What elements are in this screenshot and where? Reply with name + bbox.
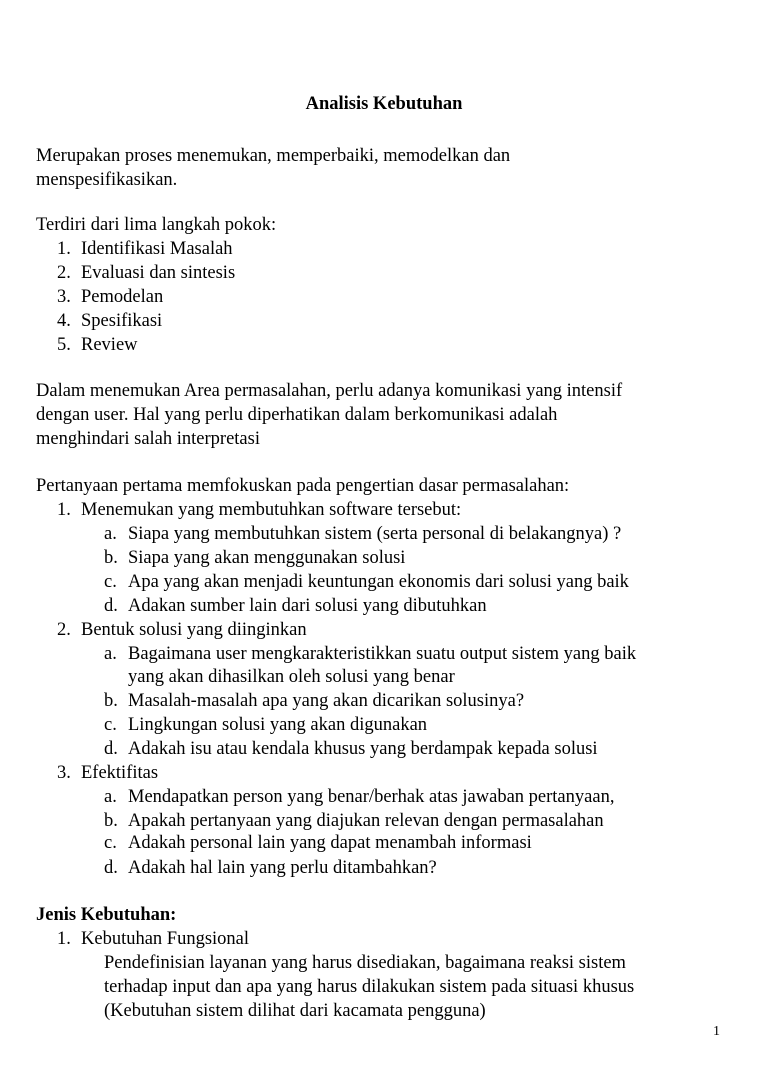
sub-item-letter: c. [104,715,117,735]
question-number: 2. [57,620,71,640]
sub-item [104,642,636,666]
sub-item-text: Adakah personal lain yang dapat menambah informasi [128,833,532,853]
step-text: Identifikasi Masalah [81,239,233,259]
sub-item [104,546,405,570]
sub-item [104,689,524,713]
sub-item [104,713,427,737]
sub-item-letter: a. [104,524,117,544]
step-number: 4. [57,311,71,331]
sub-item-text: Adakah hal lain yang perlu ditambahkan? [128,858,437,878]
need-item [57,927,249,951]
step-item [57,285,163,309]
sub-item-letter: d. [104,739,118,759]
step-item [57,237,233,261]
step-item [57,309,162,333]
sub-item-letter: d. [104,596,118,616]
sub-item [104,856,437,880]
need-description-line: (Kebutuhan sistem dilihat dari kacamata pengguna) [104,1001,486,1021]
communication-line: menghindari salah interpretasi [36,429,260,449]
intro-line: Merupakan proses menemukan, memperbaiki, memodelkan dan [36,146,511,166]
sub-item-text: Masalah-masalah apa yang akan dicarikan solusinya? [128,691,525,711]
step-item [57,261,235,285]
sub-item [104,594,487,618]
sub-item-text: Apa yang akan menjadi keuntungan ekonomis dari solusi yang baik [128,572,629,592]
need-text: Kebutuhan Fungsional [81,929,250,949]
question-item [57,498,461,522]
sub-item [104,522,621,546]
question-number: 3. [57,763,71,783]
steps-intro: Terdiri dari lima langkah pokok: [36,215,277,235]
sub-item-text: Siapa yang akan menggunakan solusi [128,548,406,568]
sub-item-letter: a. [104,644,117,664]
page-number: 1 [713,1024,720,1039]
sub-item-letter: c. [104,572,117,592]
sub-item-letter: b. [104,811,118,831]
section-heading: Jenis Kebutuhan: [36,905,177,925]
sub-item-letter: d. [104,858,118,878]
question-text: Menemukan yang membutuhkan software tersebut: [81,500,462,520]
sub-item-continuation: yang akan dihasilkan oleh solusi yang benar [128,667,455,687]
need-description-line: terhadap input dan apa yang harus dilakukan sistem pada situasi khusus [104,977,635,997]
sub-item-letter: c. [104,833,117,853]
sub-item-letter: b. [104,691,118,711]
intro-line: menspesifikasikan. [36,170,178,190]
question-item [57,761,158,785]
sub-item-text: Lingkungan solusi yang akan digunakan [128,715,428,735]
sub-item [104,737,598,761]
sub-item [104,785,614,809]
step-text: Spesifikasi [81,311,163,331]
sub-item-letter: a. [104,787,117,807]
sub-item [104,809,604,833]
sub-item [104,831,532,855]
sub-item-text: Mendapatkan person yang benar/berhak atas jawaban pertanyaan, [128,787,615,807]
question-item [57,618,307,642]
step-item [57,333,138,357]
step-text: Evaluasi dan sintesis [81,263,236,283]
sub-item [104,570,629,594]
sub-item-text: Apakah pertanyaan yang diajukan relevan dengan permasalahan [128,811,604,831]
page-title: Analisis Kebutuhan [305,94,463,114]
step-number: 5. [57,335,71,355]
questions-intro: Pertanyaan pertama memfokuskan pada pengertian dasar permasalahan: [36,476,570,496]
question-text: Efektifitas [81,763,159,783]
step-number: 1. [57,239,71,259]
need-description-line: Pendefinisian layanan yang harus disediakan, bagaimana reaksi sistem [104,953,626,973]
question-text: Bentuk solusi yang diinginkan [81,620,307,640]
sub-item-text: Adakah isu atau kendala khusus yang berdampak kepada solusi [128,739,598,759]
communication-line: Dalam menemukan Area permasalahan, perlu adanya komunikasi yang intensif [36,381,623,401]
step-text: Review [81,335,138,355]
communication-line: dengan user. Hal yang perlu diperhatikan dalam berkomunikasi adalah [36,405,558,425]
need-number: 1. [57,929,71,949]
step-text: Pemodelan [81,287,164,307]
sub-item-letter: b. [104,548,118,568]
question-number: 1. [57,500,71,520]
sub-item-text: Adakan sumber lain dari solusi yang dibutuhkan [128,596,487,616]
step-number: 3. [57,287,71,307]
sub-item-text: Siapa yang membutuhkan sistem (serta personal di belakangnya) ? [128,524,622,544]
step-number: 2. [57,263,71,283]
sub-item-text: Bagaimana user mengkarakteristikkan suatu output sistem yang baik [128,644,637,664]
